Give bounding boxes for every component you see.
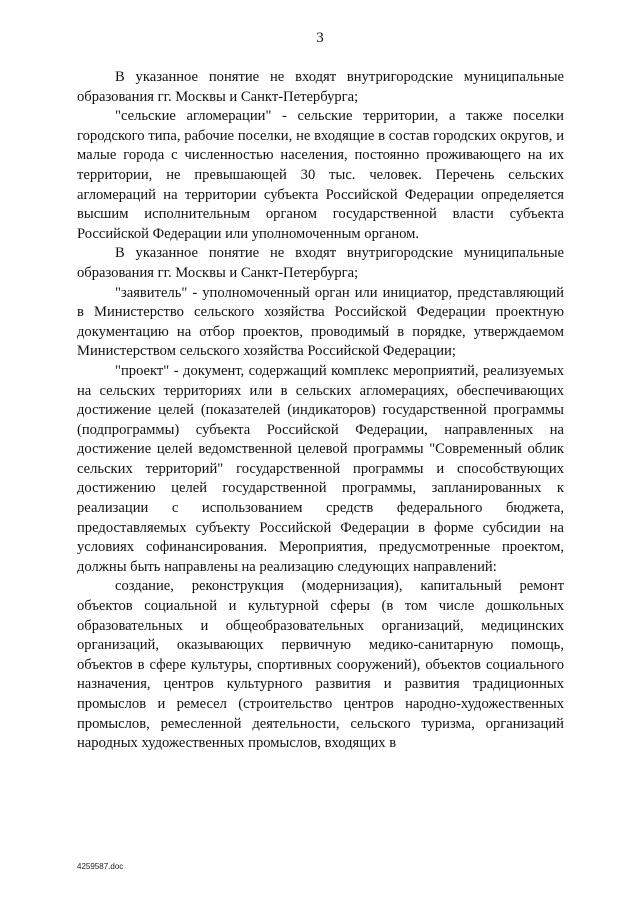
paragraph: "сельские агломерации" - сельские территории, а также поселки городского типа, рабочие поселки, не входящие в состав городских округов, и малые города с численностью населения, постоянно проживающего на их территории, не превышающей 30 тыс. человек. Перечень сельских агломераций на территории субъекта Российской Федерации определяется высшим исполнительным органом государственной власти субъекта Российской Федерации или уполномоченным органом. bbox=[77, 108, 564, 242]
paragraph: "заявитель" - уполномоченный орган или инициатор, представляющий в Министерство сельского хозяйства Российской Федерации проектную документацию на отбор проектов, проводимый в порядке, утверждаемом Министерством сельского хозяйства Российской Федерации; bbox=[77, 284, 564, 360]
document-footer: 4259587.doc bbox=[77, 862, 124, 871]
paragraph: создание, реконструкция (модернизация), капитальный ремонт объектов социальной и культурной сферы (в том числе дошкольных образовательных и общеобразовательных организаций, медицинских организаций, оказывающих первичную медико-санитарную помощь, объектов в сфере культуры, спортивных сооружений), объектов социального назначения, центров культурного развития и развития традиционных промыслов и ремесел (строительство центров народно-художественных промыслов, ремесленной деятельности, сельского туризма, организаций народных художественных промыслов, входящих в bbox=[77, 578, 564, 752]
document-body bbox=[77, 68, 564, 754]
page-number: 3 bbox=[316, 30, 324, 46]
paragraph: В указанное понятие не входят внутригородские муниципальные образования гг. Москвы и Санкт-Петербурга; bbox=[77, 69, 564, 105]
paragraph: В указанное понятие не входят внутригородские муниципальные образования гг. Москвы и Санкт-Петербурга; bbox=[77, 245, 564, 281]
paragraph: "проект" - документ, содержащий комплекс мероприятий, реализуемых на сельских территориях или в сельских агломерациях, обеспечивающих достижение целей (показателей (индикаторов) государственной программы (подпрограммы) субъекта Российской Федерации, направленных на достижение целей ведомственной целевой программы "Современный облик сельских территорий" государственной программы и способствующих достижению целей государственной программы, запланированных к реализации с использованием средств федерального бюджета, предоставляемых субъекту Российской Федерации в форме субсидии на условиях софинансирования. Мероприятия, предусмотренные проектом, должны быть направлены на реализацию следующих направлений: bbox=[77, 362, 564, 575]
